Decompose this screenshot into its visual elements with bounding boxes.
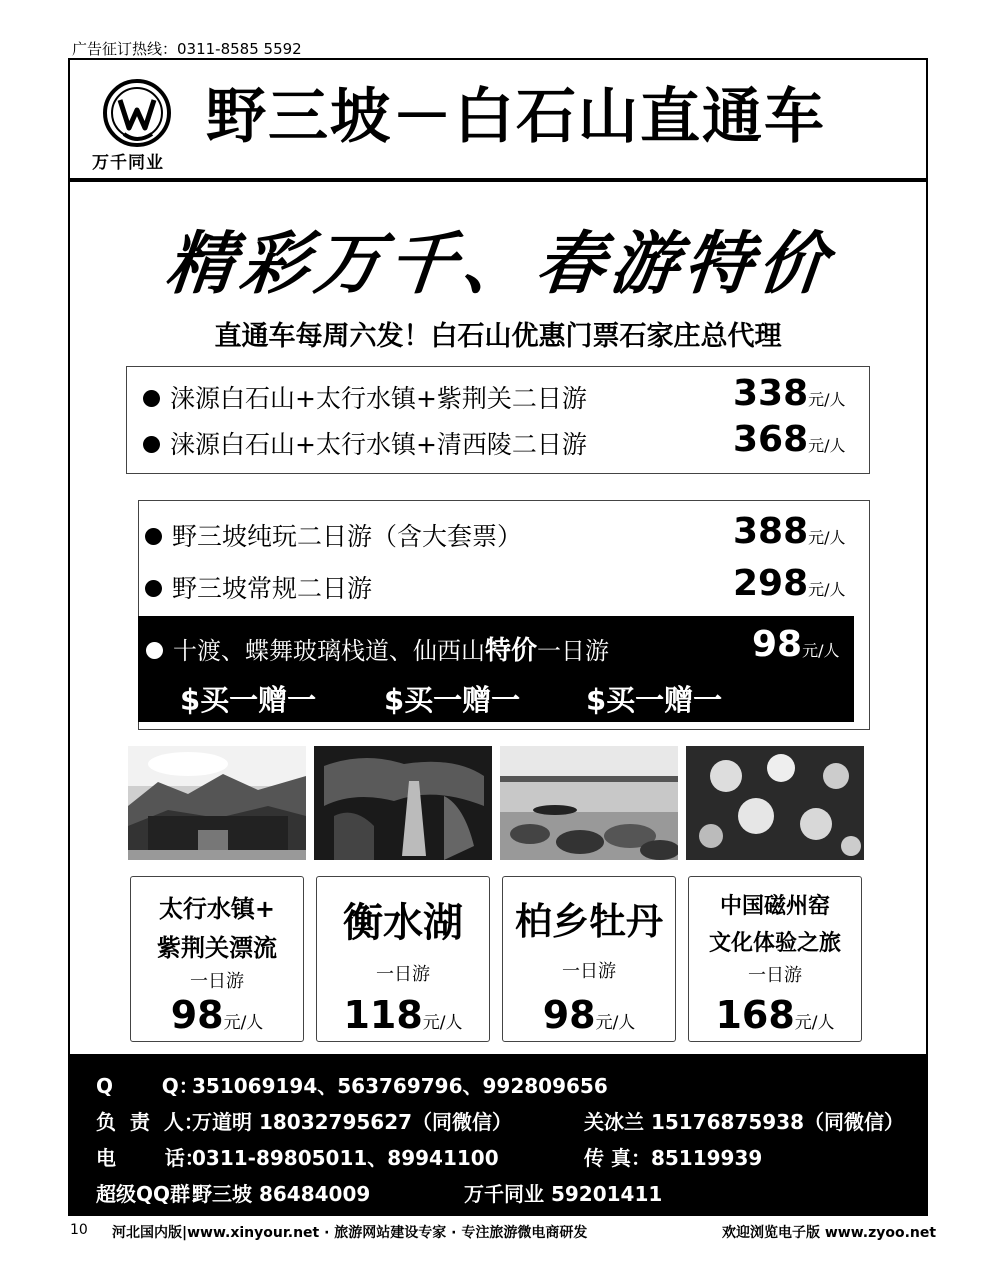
karst-cave-photo: [314, 746, 492, 860]
subheading: 直通车每周六发！白石山优惠门票石家庄总代理: [214, 321, 782, 352]
footer-left: 河北国内版|www.xinyour.net · 旅游网站建设专家 · 专注旅游微电商研发: [112, 1225, 588, 1241]
list-item: [145, 517, 522, 553]
list-item: [145, 569, 372, 605]
route-name: 野三坡常规二日游: [172, 574, 373, 603]
list-item: [143, 379, 587, 415]
route-price: 368元/人: [733, 419, 846, 460]
bogo-badge: $买一赠一: [180, 683, 317, 717]
fax-line: 传 真：85119939: [584, 1146, 763, 1170]
slogan: 精彩万千、春游特价: [162, 224, 837, 304]
tour-card-hengshui: 衡水湖 一日游 118元/人: [316, 876, 490, 1042]
route-price: 298元/人: [733, 563, 846, 604]
page-title: 野三坡－白石山直通车: [206, 82, 826, 152]
bullet-icon: [145, 580, 162, 597]
route-name: 涞源白石山+太行水镇+清西陵二日游: [170, 430, 587, 459]
responsible-line: 负 责 人：万道明 18032795627（同微信）: [96, 1110, 513, 1134]
route-name: 野三坡纯玩二日游（含大套票）: [172, 522, 523, 551]
card-price: 118元/人: [343, 993, 463, 1037]
bullet-icon: [145, 528, 162, 545]
qq-line: Q Q：351069194、563769796、992809656: [96, 1074, 608, 1098]
bullet-icon: [143, 436, 160, 453]
tour-card-baixiang: 柏乡牡丹 一日游 98元/人: [502, 876, 676, 1042]
tel-line: 电 话：0311-89805011、89941100: [96, 1146, 499, 1170]
card-price: 98元/人: [170, 993, 264, 1037]
special-price: 98元/人: [752, 624, 840, 665]
ad-frame: [68, 58, 928, 1216]
bullet-icon: [143, 390, 160, 407]
responsible-line-2: 关冰兰 15176875938（同微信）: [584, 1110, 905, 1134]
photo-strip: [128, 746, 868, 860]
mountain-gate-photo: [128, 746, 306, 860]
tour-card-cizhou: 中国磁州窑 文化体验之旅 一日游 168元/人: [688, 876, 862, 1042]
route-name: 涞源白石山+太行水镇+紫荆关二日游: [170, 384, 587, 413]
wanqian-logo-icon: [102, 78, 172, 148]
list-item: [143, 425, 587, 461]
page-number: 10: [70, 1222, 88, 1238]
route-box-baishishan: [126, 366, 870, 474]
tour-card-taihang: 太行水镇+ 紫荆关漂流 一日游 98元/人: [130, 876, 304, 1042]
footer-right: 欢迎浏览电子版 www.zyoo.net: [722, 1225, 937, 1241]
contact-block: [70, 1054, 926, 1214]
list-item: 十渡、蝶舞玻璃栈道、仙西山特价一日游: [146, 630, 609, 667]
header: [70, 60, 926, 182]
special-offer-bar: [138, 616, 854, 722]
lotus-lake-photo: [500, 746, 678, 860]
card-price: 98元/人: [542, 993, 636, 1037]
qq-group-line: 超级QQ群：野三坡 86484009: [96, 1182, 371, 1206]
bullet-icon: [146, 642, 163, 659]
ad-hotline: 广告征订热线：0311-8585 5592: [72, 40, 302, 58]
logo-text: 万千同业: [92, 153, 164, 173]
route-price: 338元/人: [733, 373, 846, 414]
route-price: 388元/人: [733, 511, 846, 552]
bogo-badge: $买一赠一: [586, 683, 723, 717]
bogo-badge: $买一赠一: [384, 683, 521, 717]
qq-group-line-2: 万千同业 59201411: [464, 1182, 663, 1206]
peony-flower-photo: [686, 746, 864, 860]
card-price: 168元/人: [715, 993, 835, 1037]
